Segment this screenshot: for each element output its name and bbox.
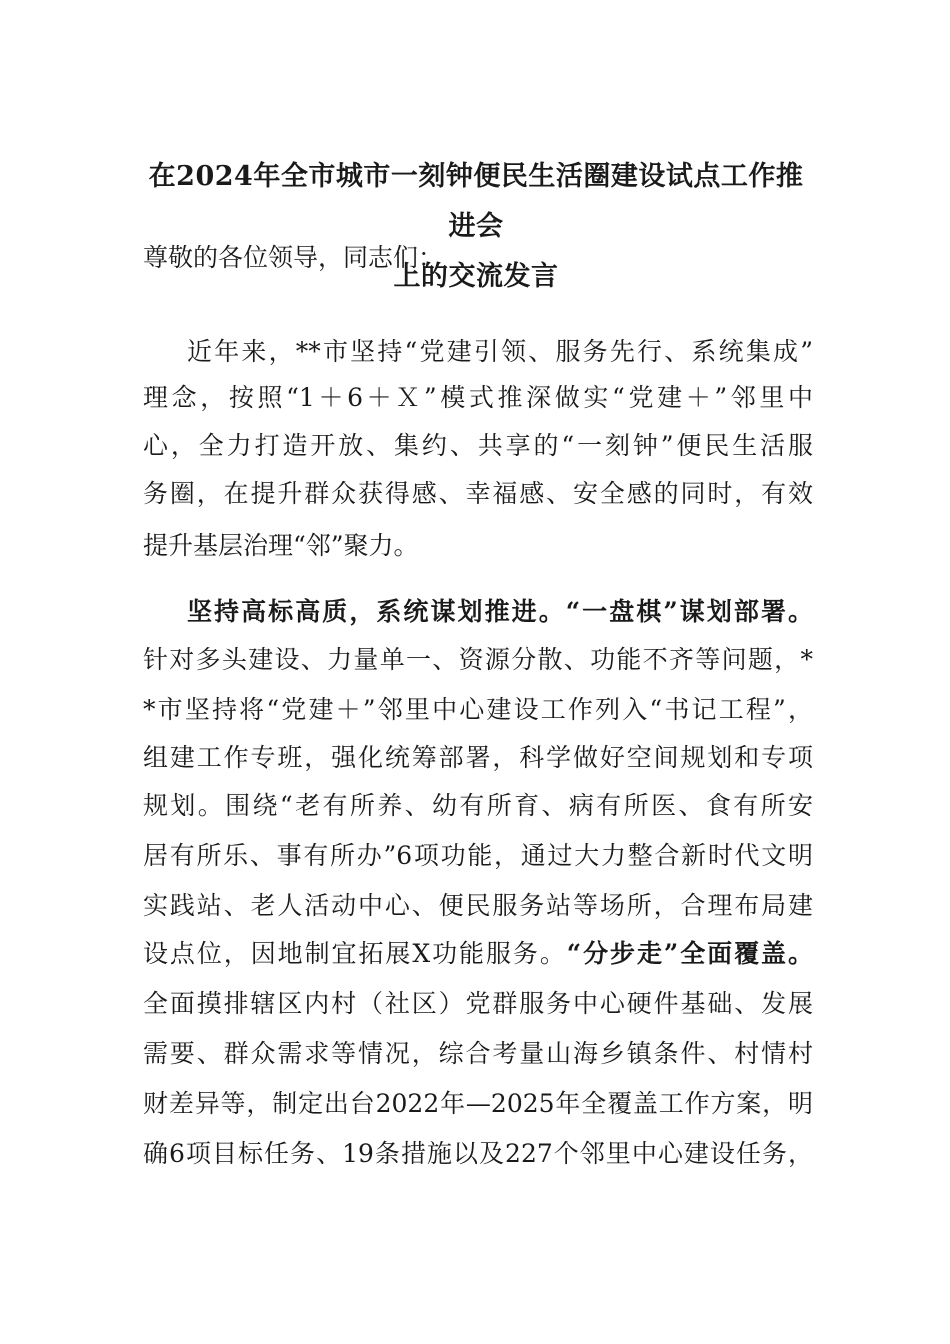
- intro-line: 务圈，在提升群众获得感、幸福感、安全感的同时，有效: [143, 479, 813, 508]
- section-line: 规划。围绕“老有所养、幼有所育、病有所医、食有所安: [143, 791, 813, 820]
- salutation: 尊敬的各位领导，同志们：: [143, 243, 444, 272]
- section-line: 居有所乐、事有所办”6项功能，通过大力整合新时代文明: [143, 841, 813, 870]
- section-line: 确6项目标任务、19条措施以及227个邻里中心建设任务，: [143, 1139, 813, 1168]
- section-heading: 坚持高标高质，系统谋划推进。“一盘棋”谋划部署。: [187, 597, 813, 626]
- section-line: 针对多头建设、力量单一、资源分散、功能不齐等问题，*: [143, 645, 813, 674]
- section-line: *市坚持将“党建＋”邻里中心建设工作列入“书记工程”，: [143, 695, 813, 724]
- title-line-1: 在2024年全市城市一刻钟便民生活圈建设试点工作推进会: [148, 161, 804, 242]
- section-line-text: 设点位，因地制宜拓展X功能服务。: [143, 939, 567, 968]
- intro-line: 心，全力打造开放、集约、共享的“一刻钟”便民生活服: [143, 431, 813, 460]
- section-line-mixed: [143, 928, 813, 980]
- intro-line: 提升基层治理“邻”聚力。: [143, 531, 419, 560]
- section-line: 财差异等，制定出台2022年—2025年全覆盖工作方案，明: [143, 1089, 813, 1118]
- intro-line: 近年来，**市坚持“党建引领、服务先行、系统集成”: [187, 337, 813, 366]
- intro-line: 理念，按照“1＋6＋Ｘ”模式推深做实“党建＋”邻里中: [143, 383, 813, 412]
- section-line: 组建工作专班，强化统筹部署，科学做好空间规划和专项: [143, 743, 813, 772]
- title-line-2: 上的交流发言: [393, 261, 559, 292]
- section-line: 全面摸排辖区内村（社区）党群服务中心硬件基础、发展: [143, 989, 813, 1018]
- sub-heading: “分步走”全面覆盖。: [566, 939, 813, 968]
- section-line: 实践站、老人活动中心、便民服务站等场所，合理布局建: [143, 891, 813, 920]
- section-line: 需要、群众需求等情况，综合考量山海乡镇条件、村情村: [143, 1039, 813, 1068]
